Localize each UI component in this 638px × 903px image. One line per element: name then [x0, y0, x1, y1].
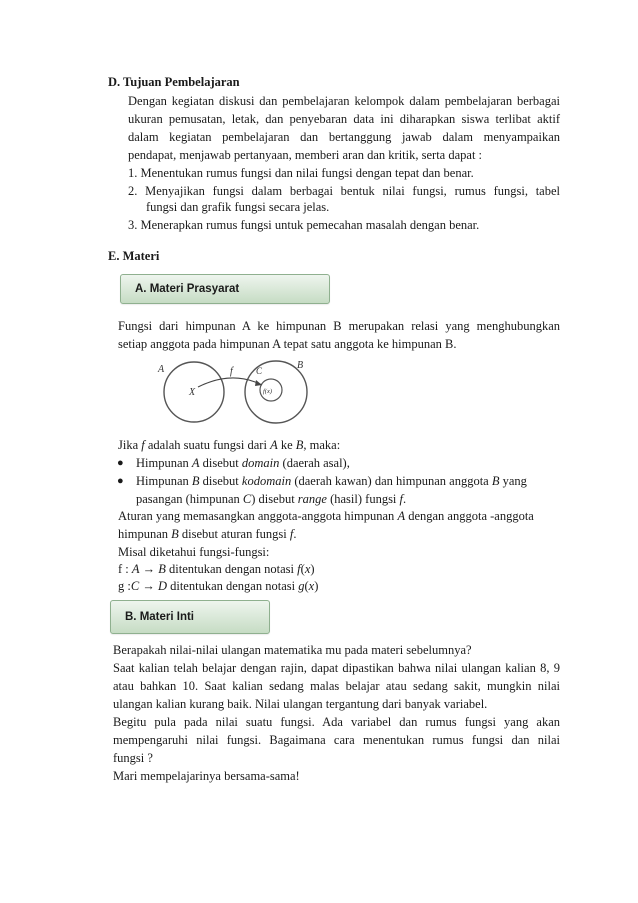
- inti-line: Berapakah nilai-nilai ulangan matematika mu pada materi sebelumnya?: [113, 643, 472, 657]
- subsection-b-title: B. Materi Inti: [125, 611, 195, 623]
- text-run: B: [295, 438, 304, 452]
- bullet-icon: ●: [117, 457, 124, 469]
- text-run: disebut aturan fungsi: [178, 527, 290, 541]
- text-run: g :: [118, 579, 131, 593]
- goal-item: 2. Menyajikan fungsi dalam berbagai bentuk nilai fungsi, rumus fungsi, tabel: [128, 184, 560, 198]
- section-e-heading: E. Materi: [108, 249, 160, 263]
- text-run: range: [297, 492, 327, 506]
- inti-line: Mari mempelajarinya bersama-sama!: [113, 769, 300, 783]
- text-run: yang: [499, 474, 527, 488]
- text-run: f: [289, 527, 294, 541]
- subsection-a-title: A. Materi Prasyarat: [135, 283, 240, 295]
- text-run: B: [171, 527, 179, 541]
- text-run: Himpunan: [136, 456, 192, 470]
- text-run: x: [304, 562, 311, 576]
- text-run: A: [131, 562, 140, 576]
- text-run: (daerah kawan) dan himpunan anggota: [291, 474, 492, 488]
- text-run: pasangan (himpunan: [136, 492, 243, 506]
- text-run: (hasil) fungsi: [326, 492, 400, 506]
- text-run: f :: [118, 562, 132, 576]
- text-run: .: [403, 492, 407, 506]
- paragraph-line: dalam kegiatan pembelajaran dan bertanggung jawab dalam menyampaikan: [128, 130, 560, 144]
- text-run: A: [397, 509, 406, 523]
- text-run: Aturan yang memasangkan anggota-anggota himpunan: [118, 509, 398, 523]
- label-b: B: [297, 360, 304, 371]
- text-run: A: [270, 438, 278, 452]
- inti-line: Begitu pula pada nilai suatu fungsi. Ada variabel dan rumus fungsi yang akan: [113, 715, 560, 729]
- text-run: ditentukan dengan notasi: [165, 562, 298, 576]
- section-d-heading: D. Tujuan Pembelajaran: [108, 75, 240, 89]
- text-run: disebut: [199, 456, 242, 470]
- text-run: (: [304, 579, 309, 593]
- text-run: adalah suatu fungsi dari: [144, 438, 271, 452]
- paragraph-line: ukuran pemusatan, letak, dan penyebaran data ini diharapkan siswa terlibat aktif: [128, 112, 560, 126]
- text-run: B: [158, 562, 166, 576]
- text-run: kodomain: [241, 474, 292, 488]
- inti-line: ulangan kalian kurang baik. Nilai ulangan tergantung dari banyak variabel.: [113, 697, 488, 711]
- notasi-g: [118, 578, 318, 595]
- text-run: disebut: [199, 474, 242, 488]
- bullet-icon: ●: [117, 475, 124, 487]
- goal-item-cont: fungsi dan grafik fungsi secara jelas.: [146, 200, 330, 214]
- inti-line: atau bahkan 10. Saat kalian sedang malas belajar atau sedang sakit, mungkin nilai: [113, 679, 560, 693]
- paragraph-line: Dengan kegiatan diskusi dan pembelajaran kelompok dalam pembelajaran berbagai: [128, 94, 560, 108]
- text-run: A: [191, 456, 200, 470]
- text-run: dengan anggota -anggota: [405, 509, 534, 523]
- bullet-kodomain: [136, 473, 527, 490]
- text-run: f: [297, 562, 301, 576]
- intro-line: setiap anggota pada himpunan A tepat satu anggota ke himpunan B.: [118, 337, 457, 351]
- notasi-f: [118, 561, 315, 578]
- text-run: C: [130, 579, 140, 593]
- text-run: →: [139, 562, 159, 576]
- text-run: D: [157, 579, 167, 593]
- text-run: ) disebut: [251, 492, 298, 506]
- text-run: g: [298, 579, 305, 593]
- subsection-a-box: [120, 274, 330, 304]
- text-run: C: [242, 492, 252, 506]
- inti-line: Saat kalian telah belajar dengan rajin, dapat dipastikan bahwa nilai ulangan kalian 8, 9: [113, 661, 560, 675]
- inti-line: mempengaruhi nilai fungsi. Bagaimana cara menentukan rumus fungsi dan nilai: [113, 733, 560, 747]
- text-run: Jika: [118, 438, 142, 452]
- misal-line: Misal diketahui fungsi-fungsi:: [118, 545, 270, 559]
- function-mapping-diagram: [152, 356, 322, 428]
- text-run: x: [308, 579, 315, 593]
- text-run: , maka:: [303, 438, 341, 452]
- text-run: (daerah asal),: [279, 456, 350, 470]
- text-run: →: [139, 579, 158, 593]
- label-c: C: [256, 366, 263, 376]
- bullet-domain: [136, 455, 350, 472]
- subsection-b-box: [110, 600, 270, 634]
- text-run: himpunan: [118, 527, 172, 541]
- intro-line: Fungsi dari himpunan A ke himpunan B merupakan relasi yang menghubungkan: [118, 319, 560, 333]
- text-run: Himpunan: [136, 474, 192, 488]
- arrow-head: [255, 380, 262, 386]
- paragraph-line: pendapat, menjawab pertanyaan, memberi aran dan kritik, serta dapat :: [128, 148, 483, 162]
- goal-item: 3. Menerapkan rumus fungsi untuk pemecahan masalah dengan benar.: [128, 218, 480, 232]
- text-run: (: [300, 562, 305, 576]
- text-run: f: [141, 438, 145, 452]
- text-run: .: [293, 527, 297, 541]
- bullet-kodomain-cont: [136, 491, 406, 508]
- label-f: f: [230, 366, 233, 377]
- label-a: A: [158, 364, 165, 375]
- text-run: ): [314, 579, 319, 593]
- text-run: domain: [241, 456, 280, 470]
- text-run: B: [191, 474, 200, 488]
- text-run: B: [491, 474, 500, 488]
- text-run: f: [399, 492, 404, 506]
- mapping-arrow: [198, 378, 262, 387]
- text-run: ditentukan dengan notasi: [166, 579, 299, 593]
- jika-line: [118, 437, 340, 454]
- aturan-line: [118, 508, 534, 525]
- text-run: ): [310, 562, 315, 576]
- aturan-line: [118, 526, 296, 543]
- inti-line: fungsi ?: [113, 751, 153, 765]
- label-x: X: [189, 387, 196, 398]
- label-fx: f(x): [263, 388, 273, 395]
- goal-item: 1. Menentukan rumus fungsi dan nilai fungsi dengan tepat dan benar.: [128, 166, 474, 180]
- text-run: ke: [277, 438, 296, 452]
